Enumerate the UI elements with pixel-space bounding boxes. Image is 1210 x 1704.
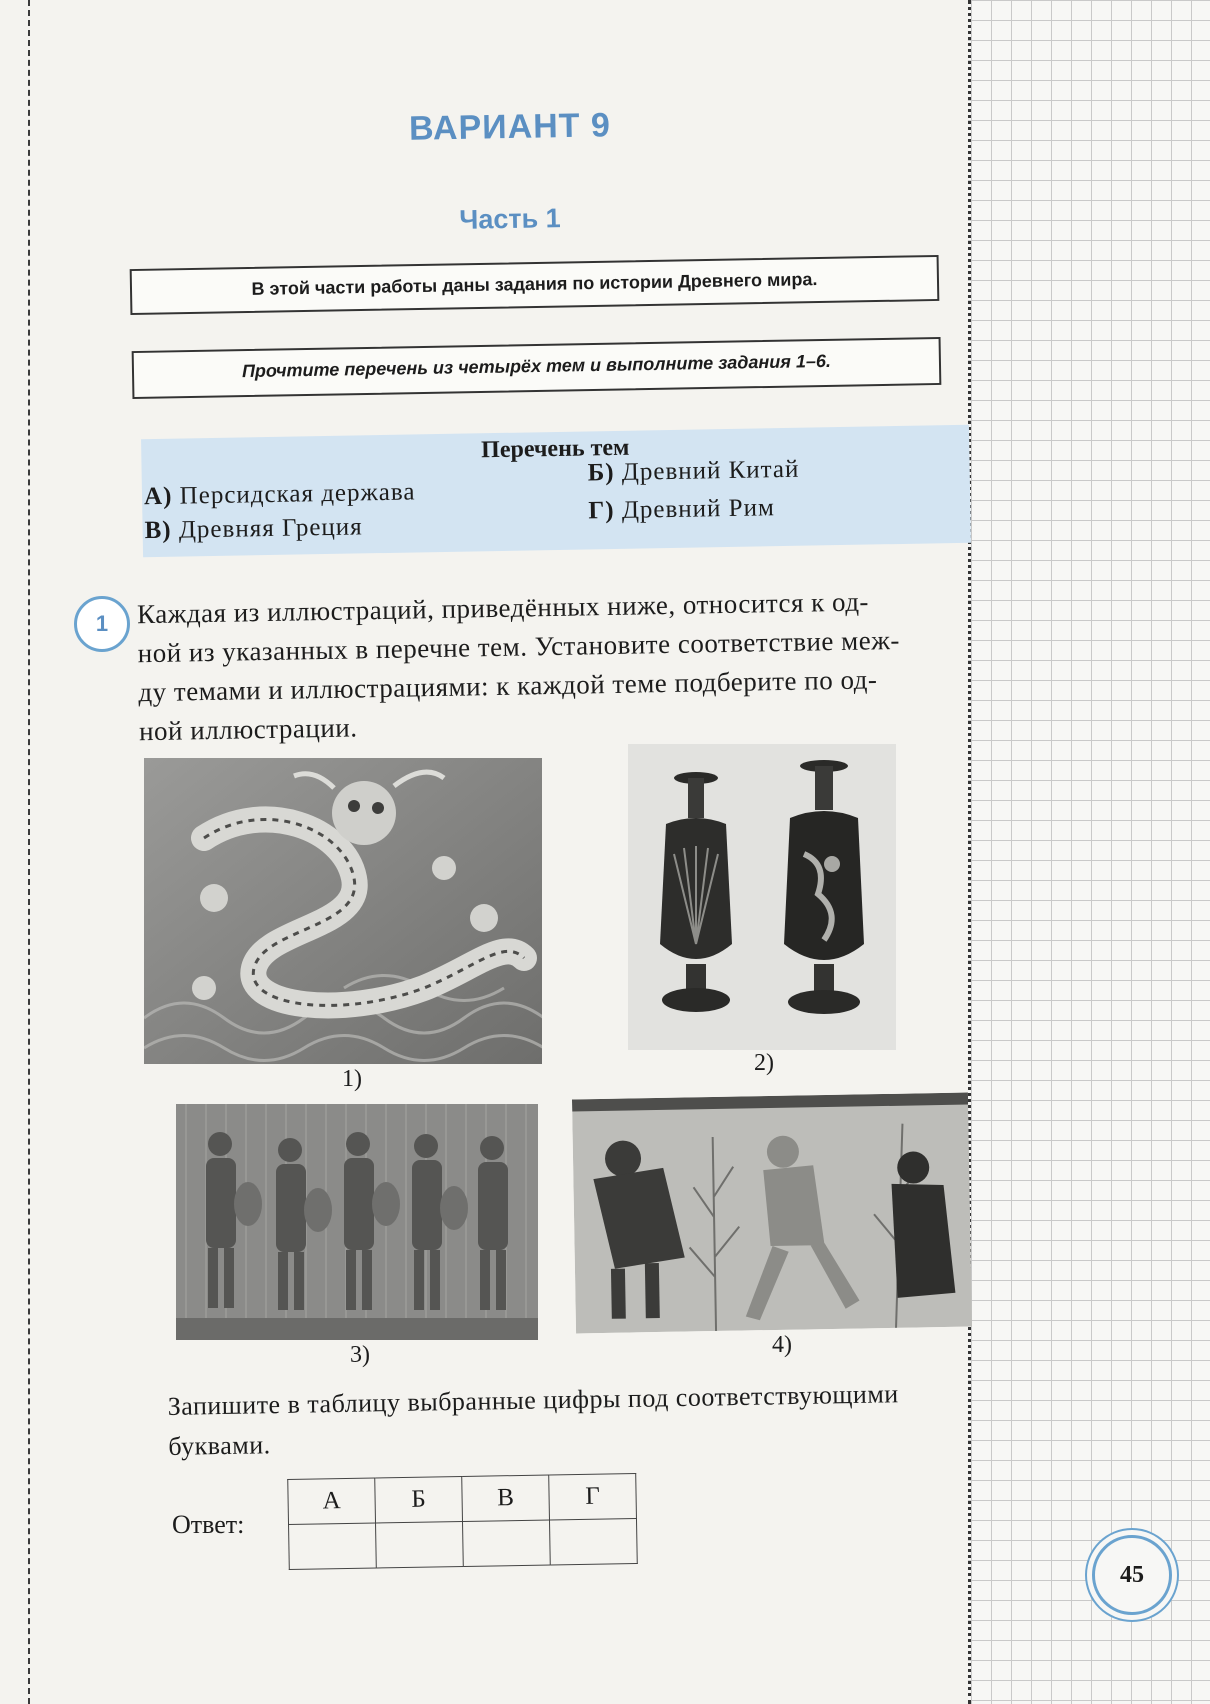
topic-letter: А) [143,482,173,511]
variant-title: ВАРИАНТ 9 [408,106,612,148]
illustration-2-greek-vases [628,744,896,1050]
topic-name: Древняя Греция [178,513,363,544]
answer-header-row [288,1473,637,1524]
caption-2: 2) [754,1050,774,1076]
question-text [137,581,970,751]
caption-1: 1) [342,1066,362,1092]
question-line: ной из указанных в перечне тем. Установите соответствие меж- [137,624,901,669]
topic-a [144,478,416,511]
grid-notes-area [968,0,1210,1704]
topic-v [144,513,363,545]
topic-letter: В) [144,516,172,545]
illustration-1-dragon-relief [144,758,542,1064]
topic-name: Древний Рим [621,494,775,524]
answer-cell-g[interactable] [549,1518,637,1565]
greek-vases-image [628,744,896,1050]
topic-g [588,494,775,525]
topic-name: Персидская держава [179,478,416,510]
answer-column-g: Г [549,1473,637,1520]
topic-name: Древний Китай [621,455,800,486]
question-number-badge: 1 [74,596,130,652]
topics-list [141,425,971,557]
answer-label: Ответ: [172,1510,245,1539]
topic-letter: Б) [587,458,615,487]
answer-column-a: А [288,1478,376,1525]
topic-b [587,456,799,488]
dragon-relief-image [144,758,542,1064]
question-line: ной иллюстрации. [138,712,358,747]
answer-column-b: Б [375,1477,463,1524]
answer-cell-a[interactable] [289,1523,377,1570]
fresco-image [572,1093,972,1334]
topics-title: Перечень тем [480,434,630,464]
instruction-line: буквами. [168,1430,271,1461]
cut-line [28,0,30,1704]
instruction-box: Прочтите перечень из четырёх тем и выполните задания 1–6. [132,337,942,399]
question-line: ду темами и иллюстрациями: к каждой теме подберите по од- [138,664,878,708]
illustration-3-persian-relief [176,1104,538,1340]
answer-column-v: В [462,1475,550,1522]
topic-letter: Г) [588,496,615,525]
answer-cell-v[interactable] [463,1520,551,1567]
answer-instruction [167,1373,968,1467]
answer-cell-b[interactable] [376,1522,464,1569]
answer-table [287,1473,638,1570]
illustration-4-fresco [572,1093,972,1334]
instruction-line: Запишите в таблицу выбранные цифры под соответствующими [167,1379,899,1421]
part-title: Часть 1 [459,203,561,235]
caption-3: 3) [350,1342,370,1368]
intro-box: В этой части работы даны задания по истории Древнего мира. [130,255,940,315]
answer-input-row [289,1518,638,1569]
page-number: 45 [1092,1535,1172,1615]
question-line: Каждая из иллюстраций, приведённых ниже, относится к од- [136,586,870,630]
caption-4: 4) [772,1332,792,1358]
persian-relief-image [176,1104,538,1340]
